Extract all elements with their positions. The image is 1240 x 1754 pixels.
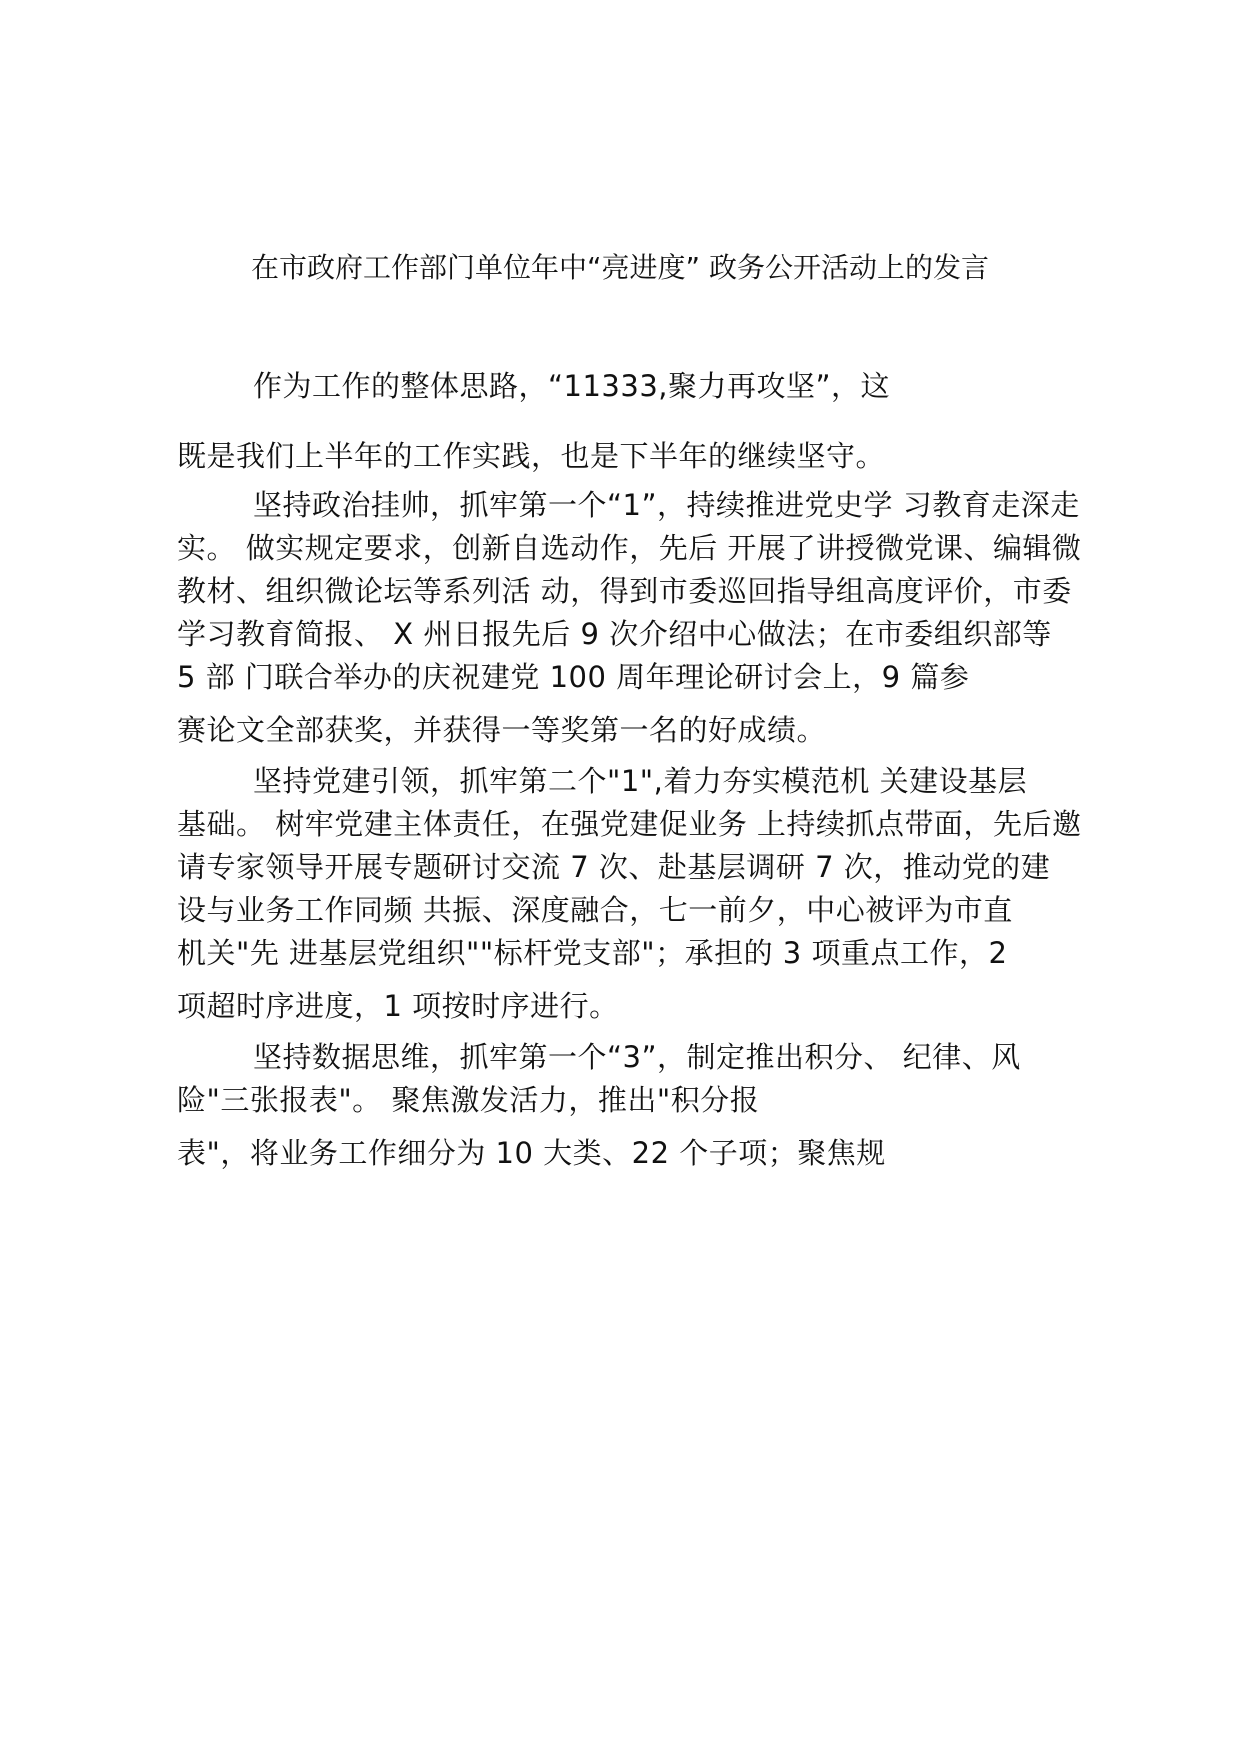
paragraph-line: 实。 做实规定要求，创新自选动作，先后 开展了讲授微党课、编辑微 [177,531,1082,565]
paragraph-line: 险"三张报表"。 聚焦激发活力，推出"积分报 [177,1083,760,1117]
paragraph-line: 5 部 门联合举办的庆祝建党 100 周年理论研讨会上，9 篇参 [177,660,970,694]
paragraph-line: 学习教育简报、 X 州日报先后 9 次介绍中心做法；在市委组织部等 [177,617,1052,651]
paragraph-line: 坚持政治挂帅，抓牢第一个“1”，持续推进党史学 习教育走深走 [253,488,1080,522]
paragraph-line: 赛论文全部获奖，并获得一等奖第一名的好成绩。 [177,713,827,747]
paragraph-line: 既是我们上半年的工作实践，也是下半年的继续坚守。 [177,439,886,473]
paragraph-line: 请专家领导开展专题研讨交流 7 次、赴基层调研 7 次，推动党的建 [177,850,1051,884]
document-title: 在市政府工作部门单位年中“亮进度” 政务公开活动上的发言 [251,251,989,284]
paragraph-line: 基础。 树牢党建主体责任，在强党建促业务 上持续抓点带面，先后邀 [177,807,1082,841]
paragraph-line: 设与业务工作同频 共振、深度融合，七一前夕，中心被评为市直 [177,893,1013,927]
paragraph-line: 表"，将业务工作细分为 10 大类、22 个子项；聚焦规 [177,1136,886,1170]
paragraph-line: 机关"先 进基层党组织""标杆党支部"；承担的 3 项重点工作，2 [177,936,1008,970]
paragraph-line: 项超时序进度，1 项按时序进行。 [177,989,619,1023]
paragraph-line: 作为工作的整体思路，“11333,聚力再攻坚”，这 [253,369,891,403]
paragraph-line: 坚持数据思维，抓牢第一个“3”，制定推出积分、 纪律、风 [253,1040,1021,1074]
paragraph-line: 坚持党建引领，抓牢第二个"1",着力夯实模范机 关建设基层 [253,764,1028,798]
paragraph-line: 教材、组织微论坛等系列活 动，得到市委巡回指导组高度评价，市委 [177,574,1072,608]
